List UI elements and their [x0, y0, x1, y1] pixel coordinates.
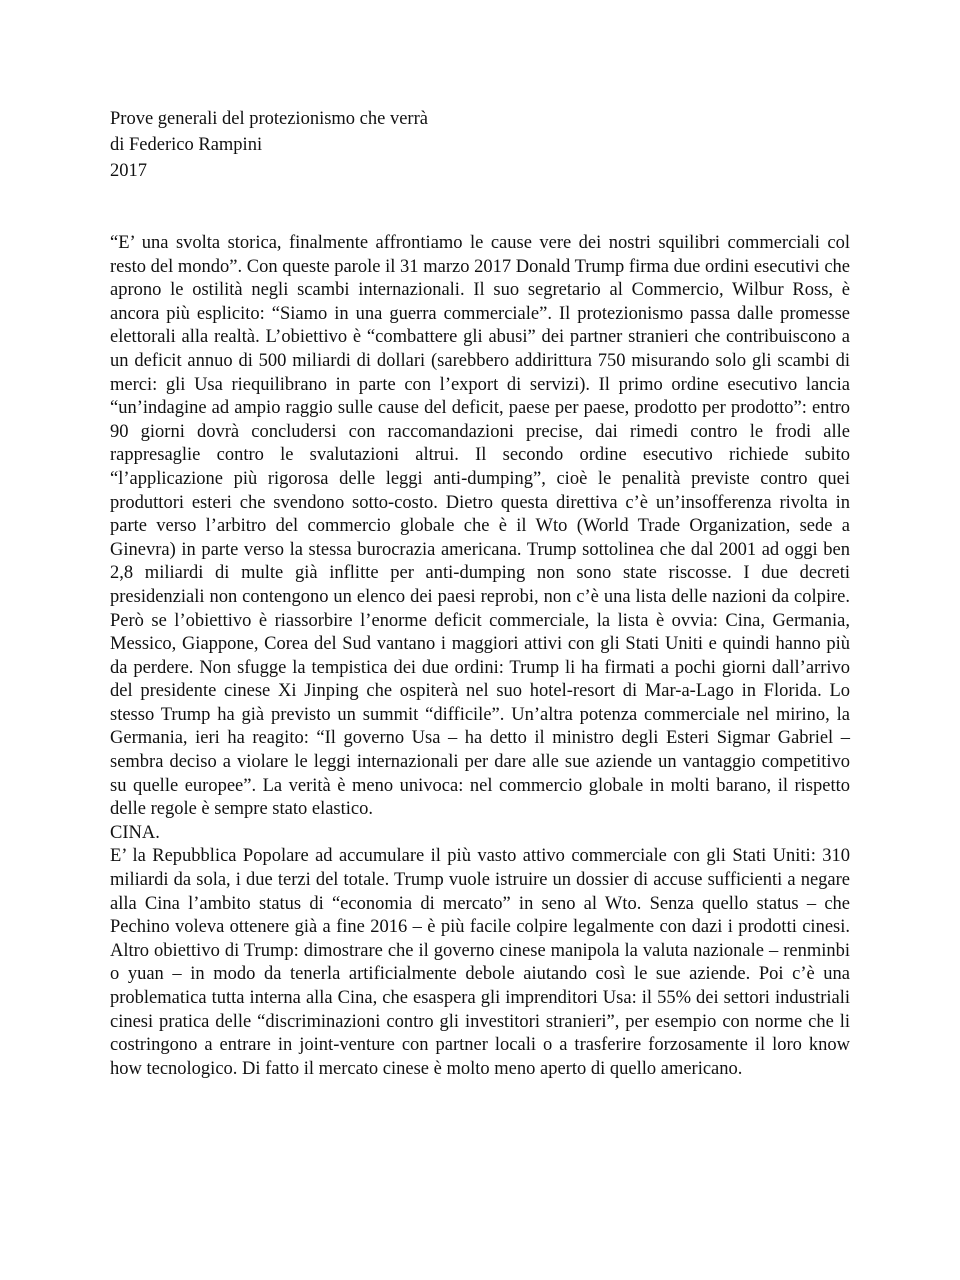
paragraph-intro: “E’ una svolta storica, finalmente affrontiamo le cause vere dei nostri squilibri commerciali col resto del mondo”. Con queste parole il 31 marzo 2017 Donald Trump firma due ordini esecutivi che aprono le ostilità negli scambi internazionali. Il suo segretario al Commercio, Wilbur Ross, è ancora più esplicito: “Siamo in una guerra commerciale”. Il protezionismo passa dalle promesse elettorali alla realtà. L’obiettivo è “combattere gli abusi” dei partner stranieri che contribuiscono a un deficit annuo di 500 miliardi di dollari (sarebbero addirittura 750 misurando solo gli scambi di merci: gli Usa riequilibrano in parte con l’export di servizi). Il primo ordine esecutivo lancia “un’indagine ad ampio raggio sulle cause del deficit, paese per paese, prodotto per prodotto”: entro 90 giorni dovrà concludersi con raccomandazioni precise, dai rimedi contro le frodi alle rappresaglie contro le svalutazioni altrui. Il secondo ordine esecutivo richiede subito “l’applicazione più rigorosa delle leggi anti-dumping”, cioè le penalità previste contro quei produttori esteri che svendono sotto-costo. Dietro questa direttiva c’è un’insofferenza rivolta in parte verso l’arbitro del commercio globale che è il Wto (World Trade Organization, sede a Ginevra) in parte verso la stessa burocrazia americana. Trump sottolinea che dal 2001 ad oggi ben 2,8 miliardi di multe già inflitte per anti-dumping non sono state riscosse. I due decreti presidenziali non contengono un elenco dei paesi reprobi, non c’è una lista delle nazioni da colpire. Però se l’obiettivo è riassorbire l’enorme deficit commerciale, la lista è ovvia: Cina, Germania, Messico, Giappone, Corea del Sud vantano i maggiori attivi con gli Stati Uniti e quindi hanno più da perdere. Non sfugge la tempistica dei due ordini: Trump li ha firmati a pochi giorni dall’arrivo del presidente cinese Xi Jinping che ospiterà nel suo hotel-resort di Mar-a-Lago in Florida. Lo stesso Trump ha già previsto un summit “difficile”. Un’altra potenza commerciale nel mirino, la Germania, ieri ha reagito: “Il governo Usa – ha detto il ministro degli Esteri Sigmar Gabriel – sembra deciso a violare le leggi internazionali per dare alle sue aziende un vantaggio competitivo su quelle europee”. La verità è meno univoca: nel commercio globale in molti barano, il rispetto delle regole è sempre stato elastico. — [110, 233, 850, 820]
document-title: Prove generali del protezionismo che verrà — [110, 109, 428, 129]
document-year: 2017 — [110, 161, 147, 181]
document-author: di Federico Rampini — [110, 135, 263, 155]
article-body — [110, 232, 850, 1081]
document-header — [110, 106, 810, 184]
paragraph-cina: E’ la Repubblica Popolare ad accumulare il più vasto attivo commerciale con gli Stati Uniti: 310 miliardi da sola, i due terzi del totale. Trump vuole istruire un dossier di accuse sufficienti a negare alla Cina l’ambito status di “economia di mercato” in seno al Wto. Senza quello status – che Pechino voleva ottenere già a fine 2016 – è più facile colpire legalmente con dazi i prodotti cinesi. Altro obiettivo di Trump: dimostrare che il governo cinese manipola la valuta nazionale – renminbi o yuan – in modo da tenerla artificialmente debole aiutando così le sue aziende. Poi c’è una problematica tutta interna alla Cina, che esaspera gli imprenditori Usa: il 55% dei settori industriali cinesi pratica delle “discriminazioni contro gli investitori stranieri”, per esempio con norme che li costringono a entrare in joint-venture con partner locali o a trasferire forzosamente il loro know how tecnologico. Di fatto il mercato cinese è molto meno aperto di quello americano. — [110, 846, 850, 1079]
section-heading-cina: CINA. — [110, 822, 160, 843]
